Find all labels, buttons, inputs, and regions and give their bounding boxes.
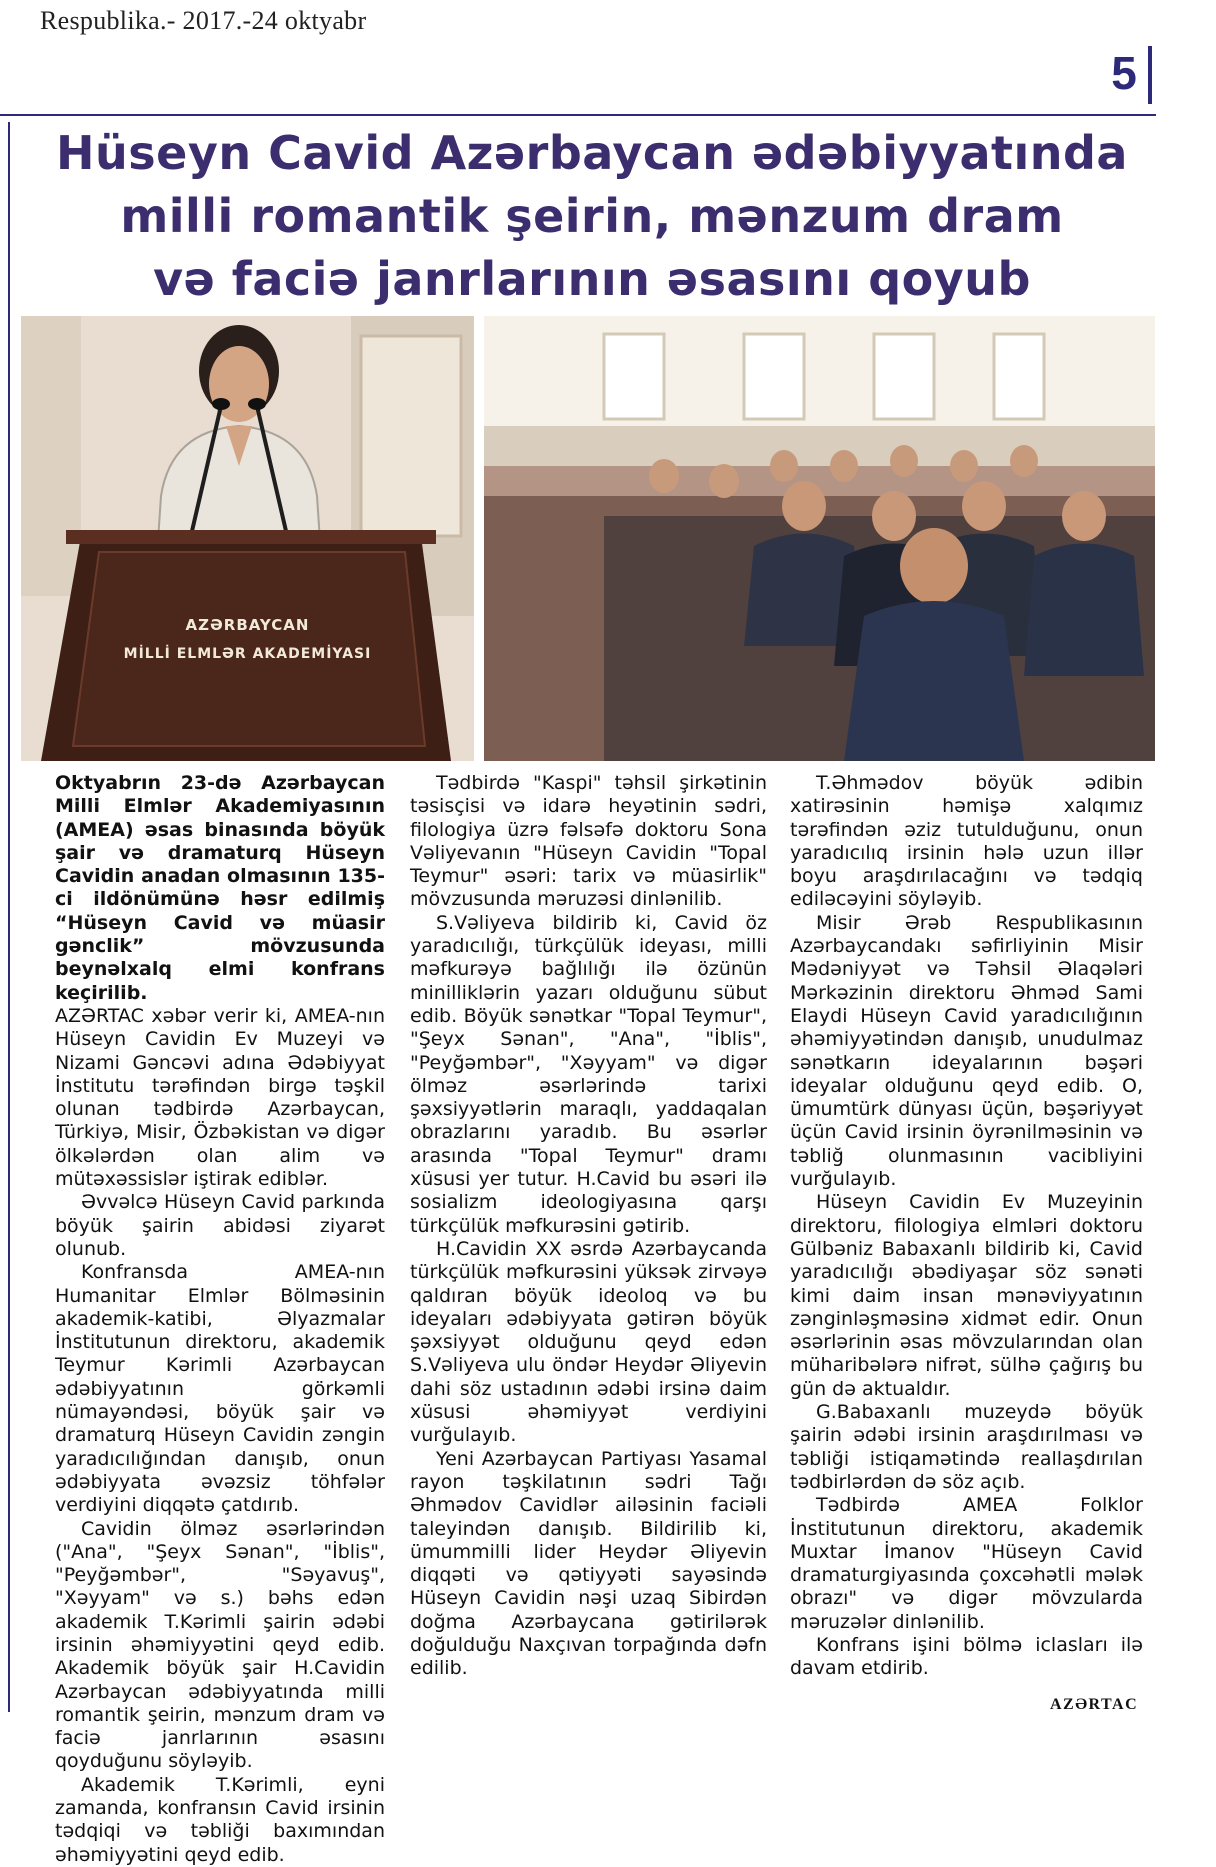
article-paragraph: Konfrans işini bölmə iclasları ilə davam etdirib.: [790, 1633, 1143, 1680]
photo-speaker-illustration: [21, 316, 474, 761]
article-column-3: [790, 772, 1143, 1681]
article-paragraph: Tədbirdə AMEA Folklor İnstitutunun direktoru, akademik Muxtar İmanov "Hüseyn Cavid dramaturgiyasında çoxcəhətli mələk obrazı" və digər mövzularda məruzələr dinlənilib.: [790, 1494, 1143, 1633]
photo-conference-audience: [484, 316, 1155, 761]
article-paragraph: G.Babaxanlı muzeydə böyük şairin ədəbi irsinin araşdırılması və təbliği istiqamətində reallaşdırılan tədbirlərdən də söz açıb.: [790, 1401, 1143, 1493]
headline-line-2: milli romantik şeirin, mənzum dram: [120, 189, 1064, 243]
newspaper-source-line: Respublika.- 2017.-24 oktyabr: [40, 6, 367, 35]
article-paragraph: T.Əhmədov böyük ədibin xatirəsinin həmişə xalqımız tərəfindən əziz tutulduğunu, onun yaradıcılıq irsinin hələ uzun illər boyu araşdırılacağını və tədqiq ediləcəyini söyləyib.: [790, 772, 1143, 911]
article-paragraph: Tədbirdə "Kaspi" təhsil şirkətinin təsisçisi və idarə heyətinin sədri, filologiya üzrə fəlsəfə doktoru Sona Vəliyevanın "Hüseyn Cavidin "Topal Teymur" əsəri: tarix və müasirlik" mövzusunda məruzəsi dinlənilib.: [410, 772, 767, 911]
page-number: 5: [1111, 47, 1137, 99]
news-agency-credit: AZƏRTAC: [1050, 1696, 1139, 1713]
page-number-bar: [1148, 46, 1152, 104]
article-paragraph: Hüseyn Cavidin Ev Muzeyinin direktoru, filologiya elmləri doktoru Gülbəniz Babaxanlı bildirib ki, Cavid yaradıcılığı əbədiyaşar söz sənəti kimi daim insan mənəviyyatının zənginləşməsinə xidmət edir. Onun əsərlərinin əsas mövzularından olan müharibələrə nifrət, sülhə çağırış bu gün də aktualdır.: [790, 1191, 1143, 1400]
podium-label-line-1: AZƏRBAYCAN: [185, 616, 310, 634]
article-paragraph: Əvvəlcə Hüseyn Cavid parkında böyük şairin abidəsi ziyarət olunub.: [55, 1191, 385, 1260]
article-paragraph: S.Vəliyeva bildirib ki, Cavid öz yaradıcılığı, türkçülük ideyası, milli məfkurəyə bağlılığı ilə özünün minilliklərin yazarı olduğunu sübut edib. Böyük sənətkar "Topal Teymur", "Şeyx Sənan", "Ana", "İblis", "Peyğəmbər", "Xəyyam" və digər ölməz əsərlərində tarixi şəxsiyyətlərin maraqlı, yaddaqalan obrazlarını yaradıb. Bu əsərlər arasında "Topal Teymur" dramı xüsusi yer tutur. H.Cavid bu əsəri ilə sosializm ideologiyasına qarşı türkçülük məfkurəsini gətirib.: [410, 911, 767, 1237]
article-column-2: [410, 772, 767, 1681]
article-paragraph: Cavidin ölməz əsərlərindən ("Ana", "Şeyx Sənan", "İblis", "Peyğəmbər", "Səyavuş", "Xəyyam" və s.) bəhs edən akademik T.Kərimli şairin ədəbi irsinin əhəmiyyətini qeyd edib. Akademik böyük şair H.Cavidin Azərbaycan ədəbiyyatında milli romantik şeirin, mənzum dram və faciə janrlarının əsasını qoyduğunu söyləyib.: [55, 1517, 385, 1773]
article-paragraph: Akademik T.Kərimli, eyni zamanda, konfransın Cavid irsinin tədqiqi və təbliği baxımından əhəmiyyətini qeyd edib.: [55, 1773, 385, 1866]
side-rule: [8, 122, 10, 1712]
article-paragraph: H.Cavidin XX əsrdə Azərbaycanda türkçülük məfkurəsini yüksək zirvəyə qaldıran böyük ideoloq və bu ideyaları ədəbiyyata gətirən böyük şəxsiyyət olduğunu qeyd edən S.Vəliyeva ulu öndər Heydər Əliyevin dahi söz ustadının ədəbi irsinə daim xüsusi əhəmiyyət verdiyini vurğulayıb.: [410, 1237, 767, 1447]
headline-line-1: Hüseyn Cavid Azərbaycan ədəbiyyatında: [56, 126, 1128, 180]
article-column-1: [55, 772, 385, 1867]
podium-label-line-2: MİLLİ ELMLƏR AKADEMİYASI: [123, 646, 372, 662]
headline: [24, 122, 1160, 311]
article-paragraph: Misir Ərəb Respublikasının Azərbaycandakı səfirliyinin Misir Mədəniyyət və Təhsil Əlaqələri Mərkəzinin direktoru Əhməd Sami Elaydi Hüseyn Cavid yaradıcılığının əhəmiyyətindən danışıb, unudulmaz sənətkarın ideyalarının bəşəri ideyalar olduğunu qeyd edib. O, ümumtürk dünyası üçün, bəşəriyyət üçün Cavid irsinin öyrənilməsinin və təbliğ olunmasının vacibliyini vurğulayıb.: [790, 911, 1143, 1191]
article-paragraph: Konfransda AMEA-nın Humanitar Elmlər Bölməsinin akademik-katibi, Əlyazmalar İnstitutunun direktoru, akademik Teymur Kərimli Azərbaycan ədəbiyyatının görkəmli nümayəndəsi, böyük şair və dramaturq Hüseyn Cavidin zəngin yaradıcılığından danışıb, onun ədəbiyyata əvəzsiz töhfələr verdiyini diqqətə çatdırıb.: [55, 1261, 385, 1517]
article-lead: Oktyabrın 23-də Azərbaycan Milli Elmlər Akademiyasının (AMEA) əsas binasında böyük şair və dramaturq Hüseyn Cavidin anadan olmasının 135-ci ildönümünə həsr edilmiş “Hüseyn Cavid və müasir gənclik” mövzusunda beynəlxalq elmi konfrans keçirilib.: [55, 772, 385, 1004]
photo-audience-illustration: [484, 316, 1155, 761]
photo-speaker-at-podium: [21, 316, 474, 761]
header-rule: [0, 114, 1156, 116]
article-paragraph: AZƏRTAC xəbər verir ki, AMEA-nın Hüseyn Cavidin Ev Muzeyi və Nizami Gəncəvi adına Ədəbiyyat İnstitutu tərəfindən birgə təşkil olunan tədbirdə Azərbaycan, Türkiyə, Misir, Özbəkistan və digər ölkələrdən olan alim və mütəxəssislər iştirak ediblər.: [55, 1004, 385, 1191]
article-paragraph: Yeni Azərbaycan Partiyası Yasamal rayon təşkilatının sədri Tağı Əhmədov Cavidlər ailəsinin faciəli taleyindən danışıb. Bildirilib ki, ümummilli lider Heydər Əliyevin diqqəti və qətiyyəti sayəsində Hüseyn Cavidin nəşi uzaq Sibirdən doğma Azərbaycana gətirilərək doğulduğu Naxçıvan torpağında dəfn edilib.: [410, 1447, 767, 1680]
headline-line-3: və faciə janrlarının əsasını qoyub: [153, 252, 1031, 306]
